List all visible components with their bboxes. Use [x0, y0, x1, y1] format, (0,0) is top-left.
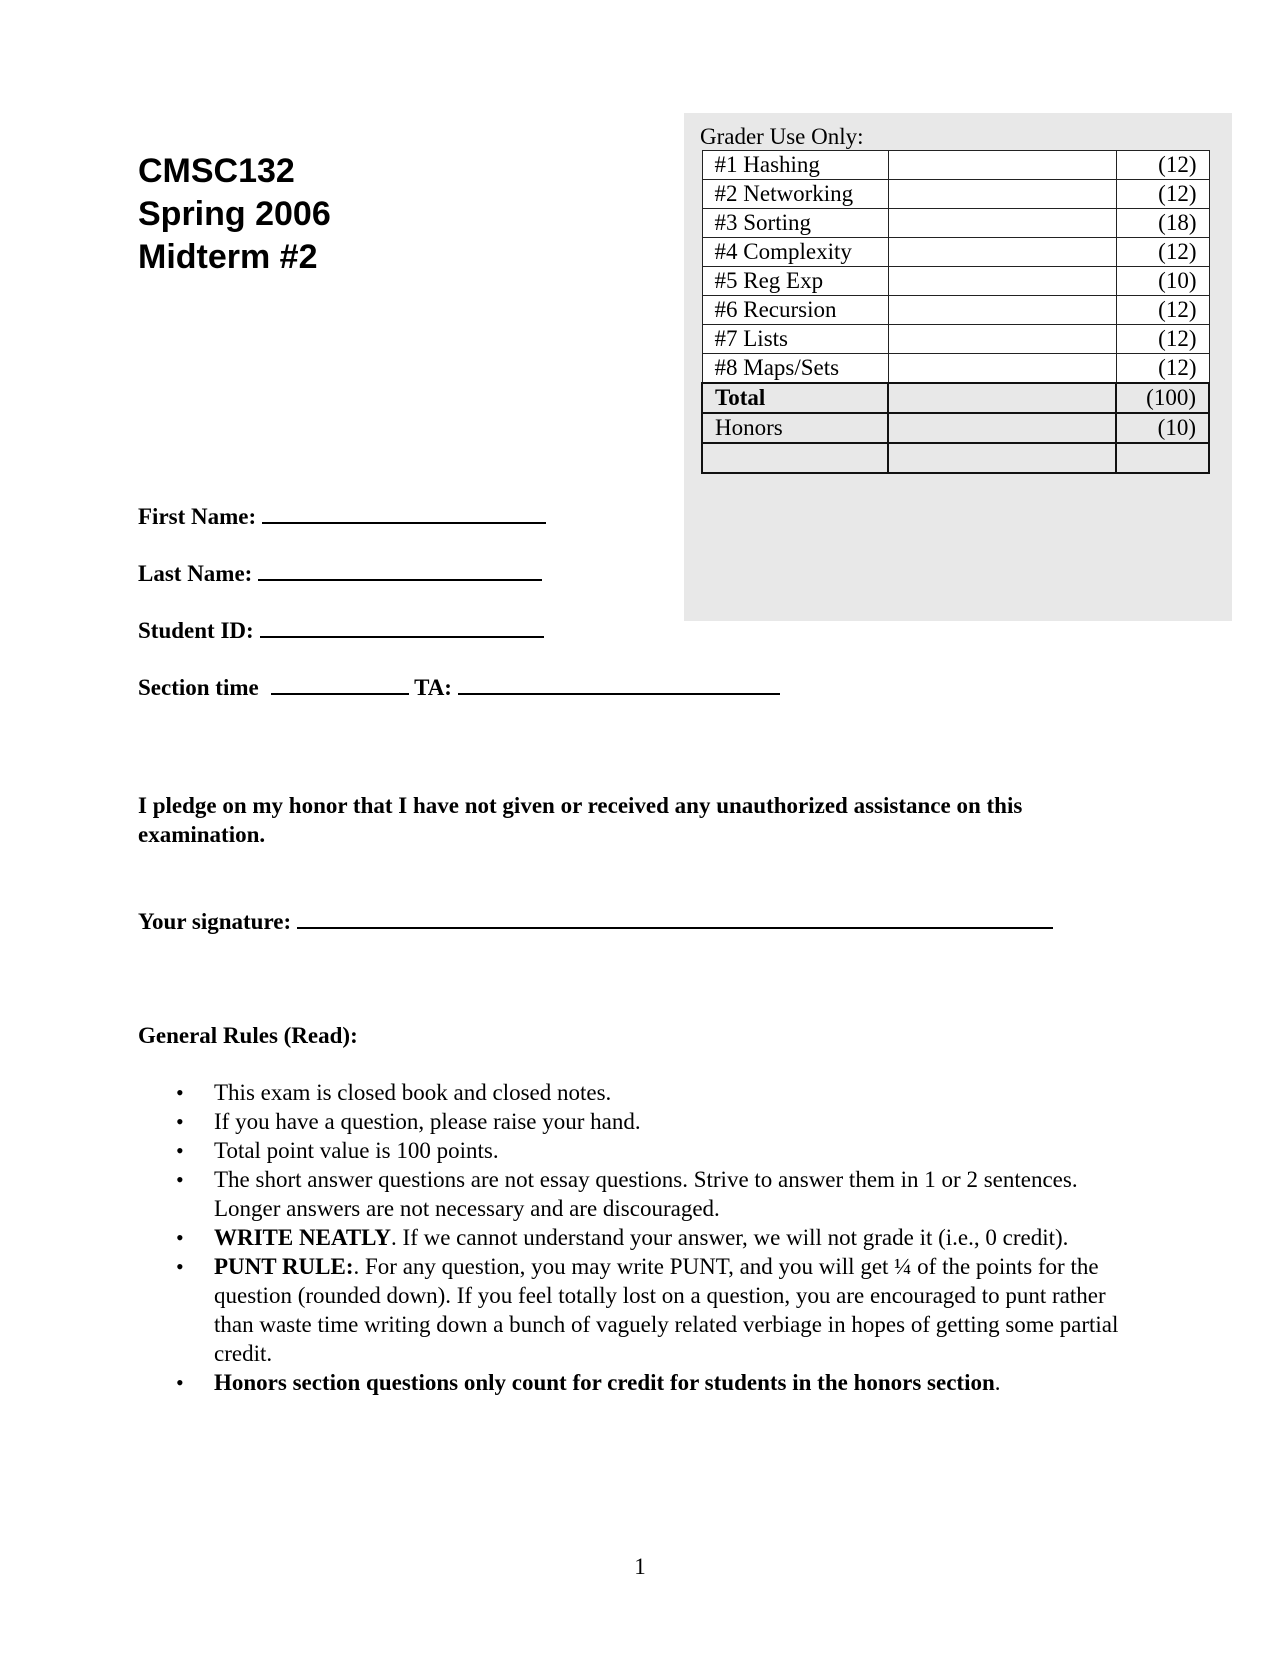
grader-row — [702, 151, 1209, 180]
section-time-label: Section time — [138, 675, 259, 700]
bullet-icon: • — [176, 1370, 184, 1395]
first-name-label: First Name: — [138, 504, 257, 529]
rule-item — [138, 1368, 1138, 1397]
max-points: (12) — [1116, 151, 1209, 180]
question-label: #3 Sorting — [702, 209, 888, 238]
ta-label: TA: — [414, 675, 452, 700]
max-points: (12) — [1116, 180, 1209, 209]
question-label: #2 Networking — [702, 180, 888, 209]
grader-table — [701, 150, 1210, 474]
score-cell[interactable] — [888, 354, 1116, 384]
rule-bold-text: PUNT RULE: — [214, 1254, 354, 1279]
bullet-icon: • — [176, 1167, 184, 1192]
last-name-input[interactable] — [258, 559, 542, 581]
score-cell[interactable] — [888, 238, 1116, 267]
honors-score-cell[interactable] — [888, 413, 1116, 443]
first-name-input[interactable] — [262, 502, 546, 524]
signature-field — [138, 907, 1053, 935]
rule-bold-text: Honors section questions only count for credit for students in the honors section — [214, 1370, 995, 1395]
grader-row — [702, 325, 1209, 354]
term: Spring 2006 — [138, 195, 331, 233]
grader-row — [702, 180, 1209, 209]
student-id-label: Student ID: — [138, 618, 254, 643]
question-label: #1 Hashing — [702, 151, 888, 180]
rule-bold-text: WRITE NEATLY — [214, 1225, 392, 1250]
max-points: (12) — [1116, 325, 1209, 354]
question-label: #7 Lists — [702, 325, 888, 354]
honors-label: Honors — [702, 413, 888, 443]
bullet-icon: • — [176, 1225, 184, 1250]
grader-row — [702, 209, 1209, 238]
score-cell[interactable] — [888, 151, 1116, 180]
rule-text: . If we cannot understand your answer, we will not grade it (i.e., 0 credit). — [391, 1225, 1069, 1250]
bullet-icon: • — [176, 1138, 184, 1163]
section-ta-field — [138, 673, 780, 701]
course-code: CMSC132 — [138, 152, 295, 190]
question-label: #5 Reg Exp — [702, 267, 888, 296]
honor-pledge: I pledge on my honor that I have not given or received any unauthorized assistance on this examination. — [138, 793, 1023, 847]
blank-cell[interactable] — [888, 443, 1116, 473]
max-points: (12) — [1116, 238, 1209, 267]
rules-list — [138, 1078, 1138, 1397]
score-cell[interactable] — [888, 180, 1116, 209]
rule-text: Total point value is 100 points. — [214, 1138, 499, 1163]
rules-heading: General Rules (Read): — [138, 1023, 358, 1048]
grader-blank-row — [702, 443, 1209, 473]
grader-honors-row — [702, 413, 1209, 443]
max-points: (12) — [1116, 354, 1209, 384]
bullet-icon: • — [176, 1080, 184, 1105]
question-label: #6 Recursion — [702, 296, 888, 325]
rule-text: . For any question, you may write PUNT, and you will get ¼ of the points for the question (rounded down). If you feel totally lost on a question, you are encouraged to punt rather than waste time writing down a bunch of vaguely related verbiage in hopes of getting some partial credit. — [214, 1254, 1119, 1366]
blank-cell[interactable] — [702, 443, 888, 473]
grader-row — [702, 267, 1209, 296]
bullet-icon: • — [176, 1254, 184, 1279]
signature-input[interactable] — [297, 907, 1053, 929]
rule-item — [138, 1165, 1138, 1223]
grader-use-box — [684, 113, 1232, 621]
honors-max-points: (10) — [1116, 413, 1209, 443]
last-name-field — [138, 559, 542, 587]
total-label: Total — [702, 383, 888, 413]
page-number: 1 — [634, 1554, 646, 1579]
exam-name: Midterm #2 — [138, 238, 318, 276]
grader-total-row — [702, 383, 1209, 413]
grader-row — [702, 238, 1209, 267]
score-cell[interactable] — [888, 296, 1116, 325]
grader-row — [702, 354, 1209, 384]
blank-cell[interactable] — [1116, 443, 1209, 473]
total-score-cell[interactable] — [888, 383, 1116, 413]
rule-item — [138, 1252, 1138, 1368]
rule-item — [138, 1136, 1138, 1165]
score-cell[interactable] — [888, 267, 1116, 296]
rule-item — [138, 1223, 1138, 1252]
question-label: #8 Maps/Sets — [702, 354, 888, 384]
first-name-field — [138, 502, 546, 530]
student-id-input[interactable] — [260, 616, 544, 638]
student-id-field — [138, 616, 544, 644]
grader-label: Grader Use Only: — [700, 124, 864, 149]
rule-item — [138, 1107, 1138, 1136]
ta-input[interactable] — [458, 673, 780, 695]
signature-label: Your signature: — [138, 909, 292, 934]
question-label: #4 Complexity — [702, 238, 888, 267]
rule-text: This exam is closed book and closed notes. — [214, 1080, 612, 1105]
bullet-icon: • — [176, 1109, 184, 1134]
grader-row — [702, 296, 1209, 325]
rule-text: The short answer questions are not essay questions. Strive to answer them in 1 or 2 sentences. Longer answers are not necessary and are discouraged. — [214, 1167, 1078, 1221]
score-cell[interactable] — [888, 209, 1116, 238]
max-points: (18) — [1116, 209, 1209, 238]
section-time-input[interactable] — [271, 673, 409, 695]
max-points: (12) — [1116, 296, 1209, 325]
total-max-points: (100) — [1116, 383, 1209, 413]
rule-item — [138, 1078, 1138, 1107]
max-points: (10) — [1116, 267, 1209, 296]
rule-text: If you have a question, please raise your hand. — [214, 1109, 641, 1134]
score-cell[interactable] — [888, 325, 1116, 354]
rule-text: . — [994, 1370, 1001, 1395]
exam-title — [138, 150, 331, 279]
last-name-label: Last Name: — [138, 561, 253, 586]
